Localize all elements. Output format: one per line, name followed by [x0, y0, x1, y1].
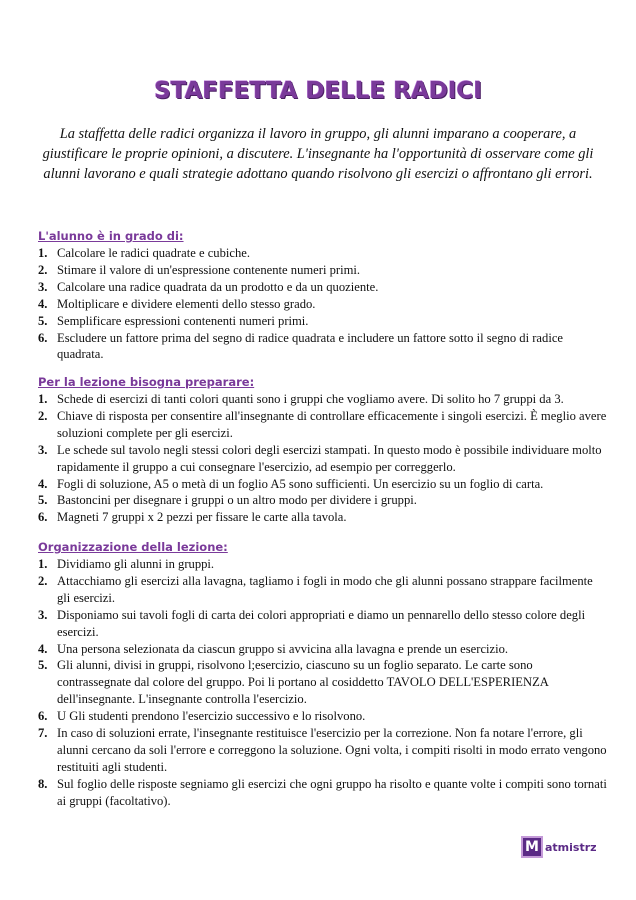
- section-organization: [38, 540, 608, 810]
- list-item: [38, 313, 608, 330]
- list-item-number: 3.: [38, 279, 48, 294]
- list-item-text: In caso di soluzioni errate, l'insegnante restituisce l'esercizio per la correzione. Non fa notare l'errore, gli alunni cercano da soli l'errore e correggono la soluzione. Ogni volta, i compiti risolti in modo errato vengono restituiti agli studenti.: [57, 726, 607, 774]
- list-item-number: 3.: [38, 442, 48, 457]
- list-item-number: 2.: [38, 262, 48, 277]
- logo-text: atmistrz: [545, 840, 597, 854]
- list-item: [38, 509, 608, 526]
- list-item-text: Escludere un fattore prima del segno di radice quadrata e includere un fattore sotto il segno di radice quadrata.: [57, 330, 564, 362]
- organization-list: [38, 556, 608, 810]
- list-item-number: 4.: [38, 476, 48, 491]
- list-item: [38, 657, 608, 708]
- list-item: [38, 408, 608, 442]
- logo-letter: M: [521, 836, 543, 858]
- list-item-text: Fogli di soluzione, A5 o metà di un foglio A5 sono sufficienti. Un esercizio su un foglio di carta.: [57, 476, 544, 491]
- list-item-text: Stimare il valore di un'espressione contenente numeri primi.: [57, 262, 361, 277]
- list-item-text: Attacchiamo gli esercizi alla lavagna, tagliamo i fogli in modo che gli alunni possano strappare facilmente gli esercizi.: [57, 573, 593, 605]
- list-item-text: Calcolare le radici quadrate e cubiche.: [57, 246, 250, 260]
- list-item: [38, 296, 608, 313]
- list-item-number: 2.: [38, 573, 48, 588]
- list-item: [38, 725, 608, 776]
- list-item-number: 7.: [38, 726, 48, 741]
- section-skills: [38, 229, 608, 363]
- list-item-number: 2.: [38, 408, 48, 423]
- list-item: [38, 492, 608, 509]
- list-item-text: U Gli studenti prendono l'esercizio successivo e lo risolvono.: [57, 709, 366, 724]
- list-item: [38, 442, 608, 476]
- preparation-list: [38, 391, 608, 526]
- list-item-text: Sul foglio delle risposte segniamo gli esercizi che ogni gruppo ha risolto e quante volte i compiti sono tornati ai gruppi (facoltativo).: [57, 776, 607, 808]
- list-item: [38, 245, 608, 262]
- list-item: [38, 641, 608, 658]
- list-item-number: 1.: [38, 557, 48, 571]
- list-item: [38, 776, 608, 810]
- list-item-text: Una persona selezionata da ciascun gruppo si avvicina alla lavagna e prende un esercizio.: [57, 641, 509, 656]
- list-item-text: Moltiplicare e dividere elementi dello stesso grado.: [57, 296, 316, 311]
- list-item-number: 8.: [38, 776, 48, 791]
- list-item-text: Semplificare espressioni contenenti numeri primi.: [57, 313, 309, 328]
- list-item-number: 6.: [38, 330, 48, 345]
- intro-paragraph: La staffetta delle radici organizza il lavoro in gruppo, gli alunni imparano a cooperare, a giustificare le proprie opinioni, a discutere. L'insegnante ha l'opportunità di osservare come gli alunni lavorano e quali strategie adottano quando risolvono gli esercizi o affrontano gli errori.: [42, 126, 594, 182]
- list-item: [38, 556, 608, 573]
- list-item-number: 4.: [38, 296, 48, 311]
- skills-list: [38, 245, 608, 363]
- section-heading: L'alunno è in grado di:: [38, 229, 184, 243]
- list-item: [38, 391, 608, 408]
- list-item-text: Gli alunni, divisi in gruppi, risolvono l;esercizio, ciascuno su un foglio separato. Le carte sono contrassegnate dal colore del gruppo. Poi li portano al cosiddetto TAVOLO DELL'ESPERIENZA dell'insegnante. L'insegnante controlla l'esercizio.: [57, 658, 549, 707]
- list-item-number: 6.: [38, 709, 48, 724]
- list-item-number: 4.: [38, 641, 48, 656]
- section-heading: Organizzazione della lezione:: [38, 540, 228, 554]
- list-item-number: 5.: [38, 313, 48, 328]
- list-item-number: 3.: [38, 607, 48, 622]
- list-item: [38, 708, 608, 725]
- list-item-text: Disponiamo sui tavoli fogli di carta dei colori appropriati e diamo un pennarello dello stesso colore degli esercizi.: [57, 607, 586, 639]
- list-item-number: 1.: [38, 246, 48, 260]
- list-item-number: 5.: [38, 493, 48, 508]
- list-item-number: 1.: [38, 392, 48, 406]
- list-item: [38, 330, 608, 364]
- list-item: [38, 573, 608, 607]
- section-heading: Per la lezione bisogna preparare:: [38, 375, 255, 389]
- list-item-text: Schede di esercizi di tanti colori quanti sono i gruppi che vogliamo avere. Di solito ho 7 gruppi da 3.: [57, 392, 564, 406]
- list-item-text: Bastoncini per disegnare i gruppi o un altro modo per dividere i gruppi.: [57, 493, 417, 508]
- list-item-text: Chiave di risposta per consentire all'insegnante di controllare efficacemente i singoli esercizi. È meglio avere soluzioni complete per gli esercizi.: [57, 408, 607, 440]
- list-item-text: Le schede sul tavolo negli stessi colori degli esercizi stampati. In questo modo è possibile individuare molto rapidamente il gruppo a cui consegnare l'esercizio, ad esempio per correggerlo.: [57, 442, 602, 474]
- page-title: STAFFETTA DELLE RADICI: [154, 78, 482, 104]
- list-item: [38, 262, 608, 279]
- list-item: [38, 279, 608, 296]
- list-item: [38, 476, 608, 493]
- list-item-text: Dividiamo gli alunni in gruppi.: [57, 557, 215, 571]
- list-item-number: 6.: [38, 510, 48, 525]
- list-item: [38, 607, 608, 641]
- section-preparation: [38, 375, 608, 526]
- list-item-number: 5.: [38, 658, 48, 673]
- list-item-text: Magneti 7 gruppi x 2 pezzi per fissare le carte alla tavola.: [57, 510, 347, 525]
- matmistrz-logo: [521, 836, 597, 858]
- list-item-text: Calcolare una radice quadrata da un prodotto e da un quoziente.: [57, 279, 379, 294]
